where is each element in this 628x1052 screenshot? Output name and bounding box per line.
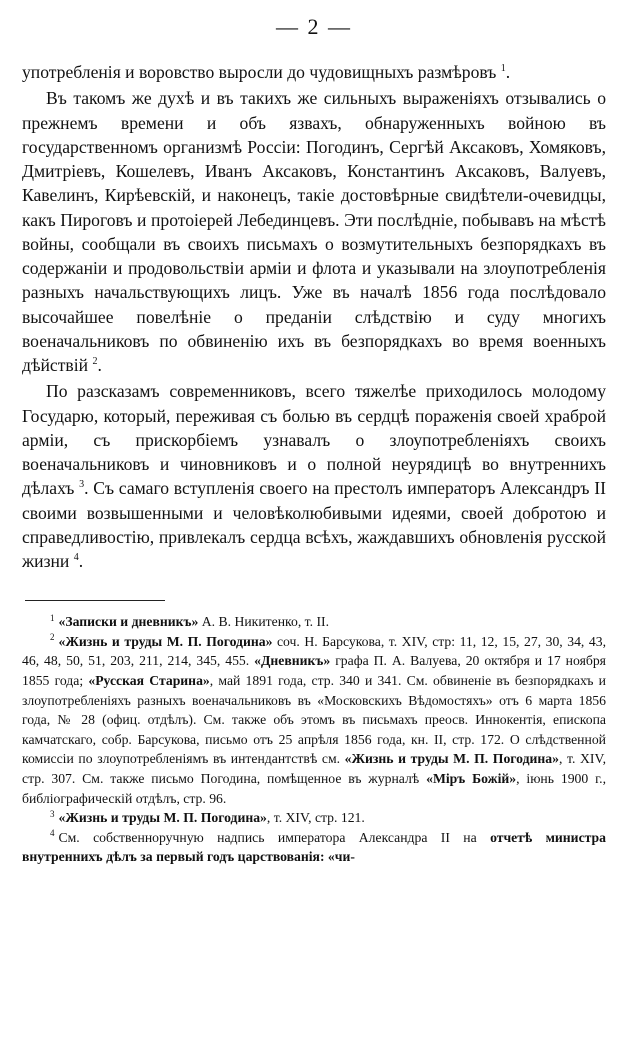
citation-title: «Жизнь и труды М. П. Погодина» (58, 810, 267, 826)
citation-title: «Записки и дневникъ» (58, 614, 199, 630)
citation-title: «Жизнь и труды М. П. Погодина» (344, 751, 559, 767)
footnote-1 (22, 612, 606, 632)
page-number: — 2 — (276, 14, 352, 39)
footnote-mark: 2 (50, 632, 55, 643)
footnote-mark: 1 (50, 612, 55, 623)
paragraph-war-critics (22, 86, 606, 377)
footnote-text: , т. XIV, стр. 307. См. также письмо Погодина, помѣщенное въ журналѣ (22, 751, 606, 786)
citation-title: «Жизнь и труды М. П. Погодина» (58, 633, 273, 649)
footnote-ref: 1 (500, 63, 506, 75)
text-run: . (78, 551, 84, 571)
footnote-text: , іюнь 1900 г., библіографическій отдѣлъ, стр. 96. (22, 771, 606, 806)
footnote-text: графа П. А. Валуева, 20 октября и 17 ноября 1855 года; (22, 653, 606, 689)
text-run: Въ такомъ же духѣ и въ такихъ же сильныхъ выраженіяхъ отзывались о прежнемъ времени и объ язвахъ, обнаруженныхъ войною въ государственномъ организмѣ Россіи: Погодинъ, Сергѣй Аксаковъ, Хомяковъ, Дмитріевъ, Кошелевъ, Иванъ Аксаковъ, Константинъ Аксаковъ, Валуевъ, Кавелинъ, Кирѣевскій, и наконецъ, такіе достовѣрные свидѣтели-очевидцы, какъ Пироговъ и протоіерей Лебединцевъ. Эти послѣдніе, побывавъ на мѣстѣ войны, сообщали въ своихъ письмахъ о возмутительныхъ безпорядкахъ въ содержаніи и продовольствіи арміи и флота и указывали на злоупотребленія разныхъ начальствующихъ лицъ. Уже въ началѣ 1856 года послѣдовало высочайшее повелѣніе о преданіи слѣдствію и суду многихъ военачальниковъ по обвиненію ихъ въ безпорядкахъ во время военныхъ дѣйствій (22, 88, 606, 375)
footnote-text: А. В. Никитенко, т. II. (198, 614, 330, 630)
citation-title: «Дневникъ» (254, 653, 331, 669)
footnote-separator (25, 600, 165, 601)
footnote-text: , т. XIV, стр. 121. (266, 810, 365, 826)
footnote-mark: 4 (50, 828, 55, 839)
footnote-2 (22, 632, 606, 808)
footnote-text: соч. Н. Барсукова, т. XIV, стр: 11, 12, 15, 27, 30, 34, 43, 46, 48, 50, 51, 203, 211, 214, 345, 455. (22, 633, 606, 669)
footnote-4 (22, 828, 606, 867)
citation-title: «Русская Старина» (88, 673, 210, 689)
text-run: По разсказамъ современниковъ, всего тяжелѣе приходилось молодому Государю, который, переживая съ болью въ сердцѣ пораженія своей храброй арміи, съ прискорбіемъ узнавалъ о злоупотребленіяхъ своихъ военачальниковъ и чиновниковъ и о полной неурядицѣ во внутреннихъ дѣлахъ (22, 381, 606, 499)
footnote-text: , май 1891 года, стр. 340 и 341. См. обвиненіе въ безпорядкахъ и злоупотребленіяхъ разныхъ военачальниковъ въ «Московскихъ Вѣдомостяхъ» отъ 6 марта 1856 года, № 28 (офиц. отдѣлъ). См. также объ этомъ въ письмахъ преосв. Иннокентія, епископа камчатскаго, собр. Барсукова, письмо отъ 25 апрѣля 1856 года, кн. II, стр. 172. О слѣдственной комиссіи по злоупотребленіямъ въ интендантствѣ см. (22, 673, 606, 767)
footnotes (22, 612, 606, 867)
footnote-3 (22, 808, 606, 828)
text-run: . (97, 355, 102, 375)
main-text (22, 60, 606, 573)
footnote-ref: 4 (73, 552, 79, 564)
citation-title: отчетѣ министра внутреннихъ дѣлъ за первый годъ царствованія: «чи- (22, 829, 606, 865)
footnote-text: См. собственноручную надпись императора Александра II на (58, 829, 491, 845)
footnote-mark: 3 (50, 808, 55, 819)
footnote-ref: 3 (79, 479, 85, 491)
footnote-ref: 2 (92, 356, 98, 368)
citation-title: «Міръ Божій» (426, 771, 517, 786)
text-run: . Съ самаго вступленія своего на престолъ императоръ Александръ II своими возвышенными и человѣколюбивыми идеями, своей добротою и справедливостію, привлекалъ сердца всѣхъ, жаждавшихъ обновленія русской жизни (22, 478, 606, 571)
text-run: . (505, 62, 511, 82)
paragraph-continuation (22, 60, 606, 84)
paragraph-young-emperor (22, 379, 606, 573)
page (22, 14, 606, 867)
text-run: употребленія и воровство выросли до чудовищныхъ размѣровъ (22, 62, 501, 82)
